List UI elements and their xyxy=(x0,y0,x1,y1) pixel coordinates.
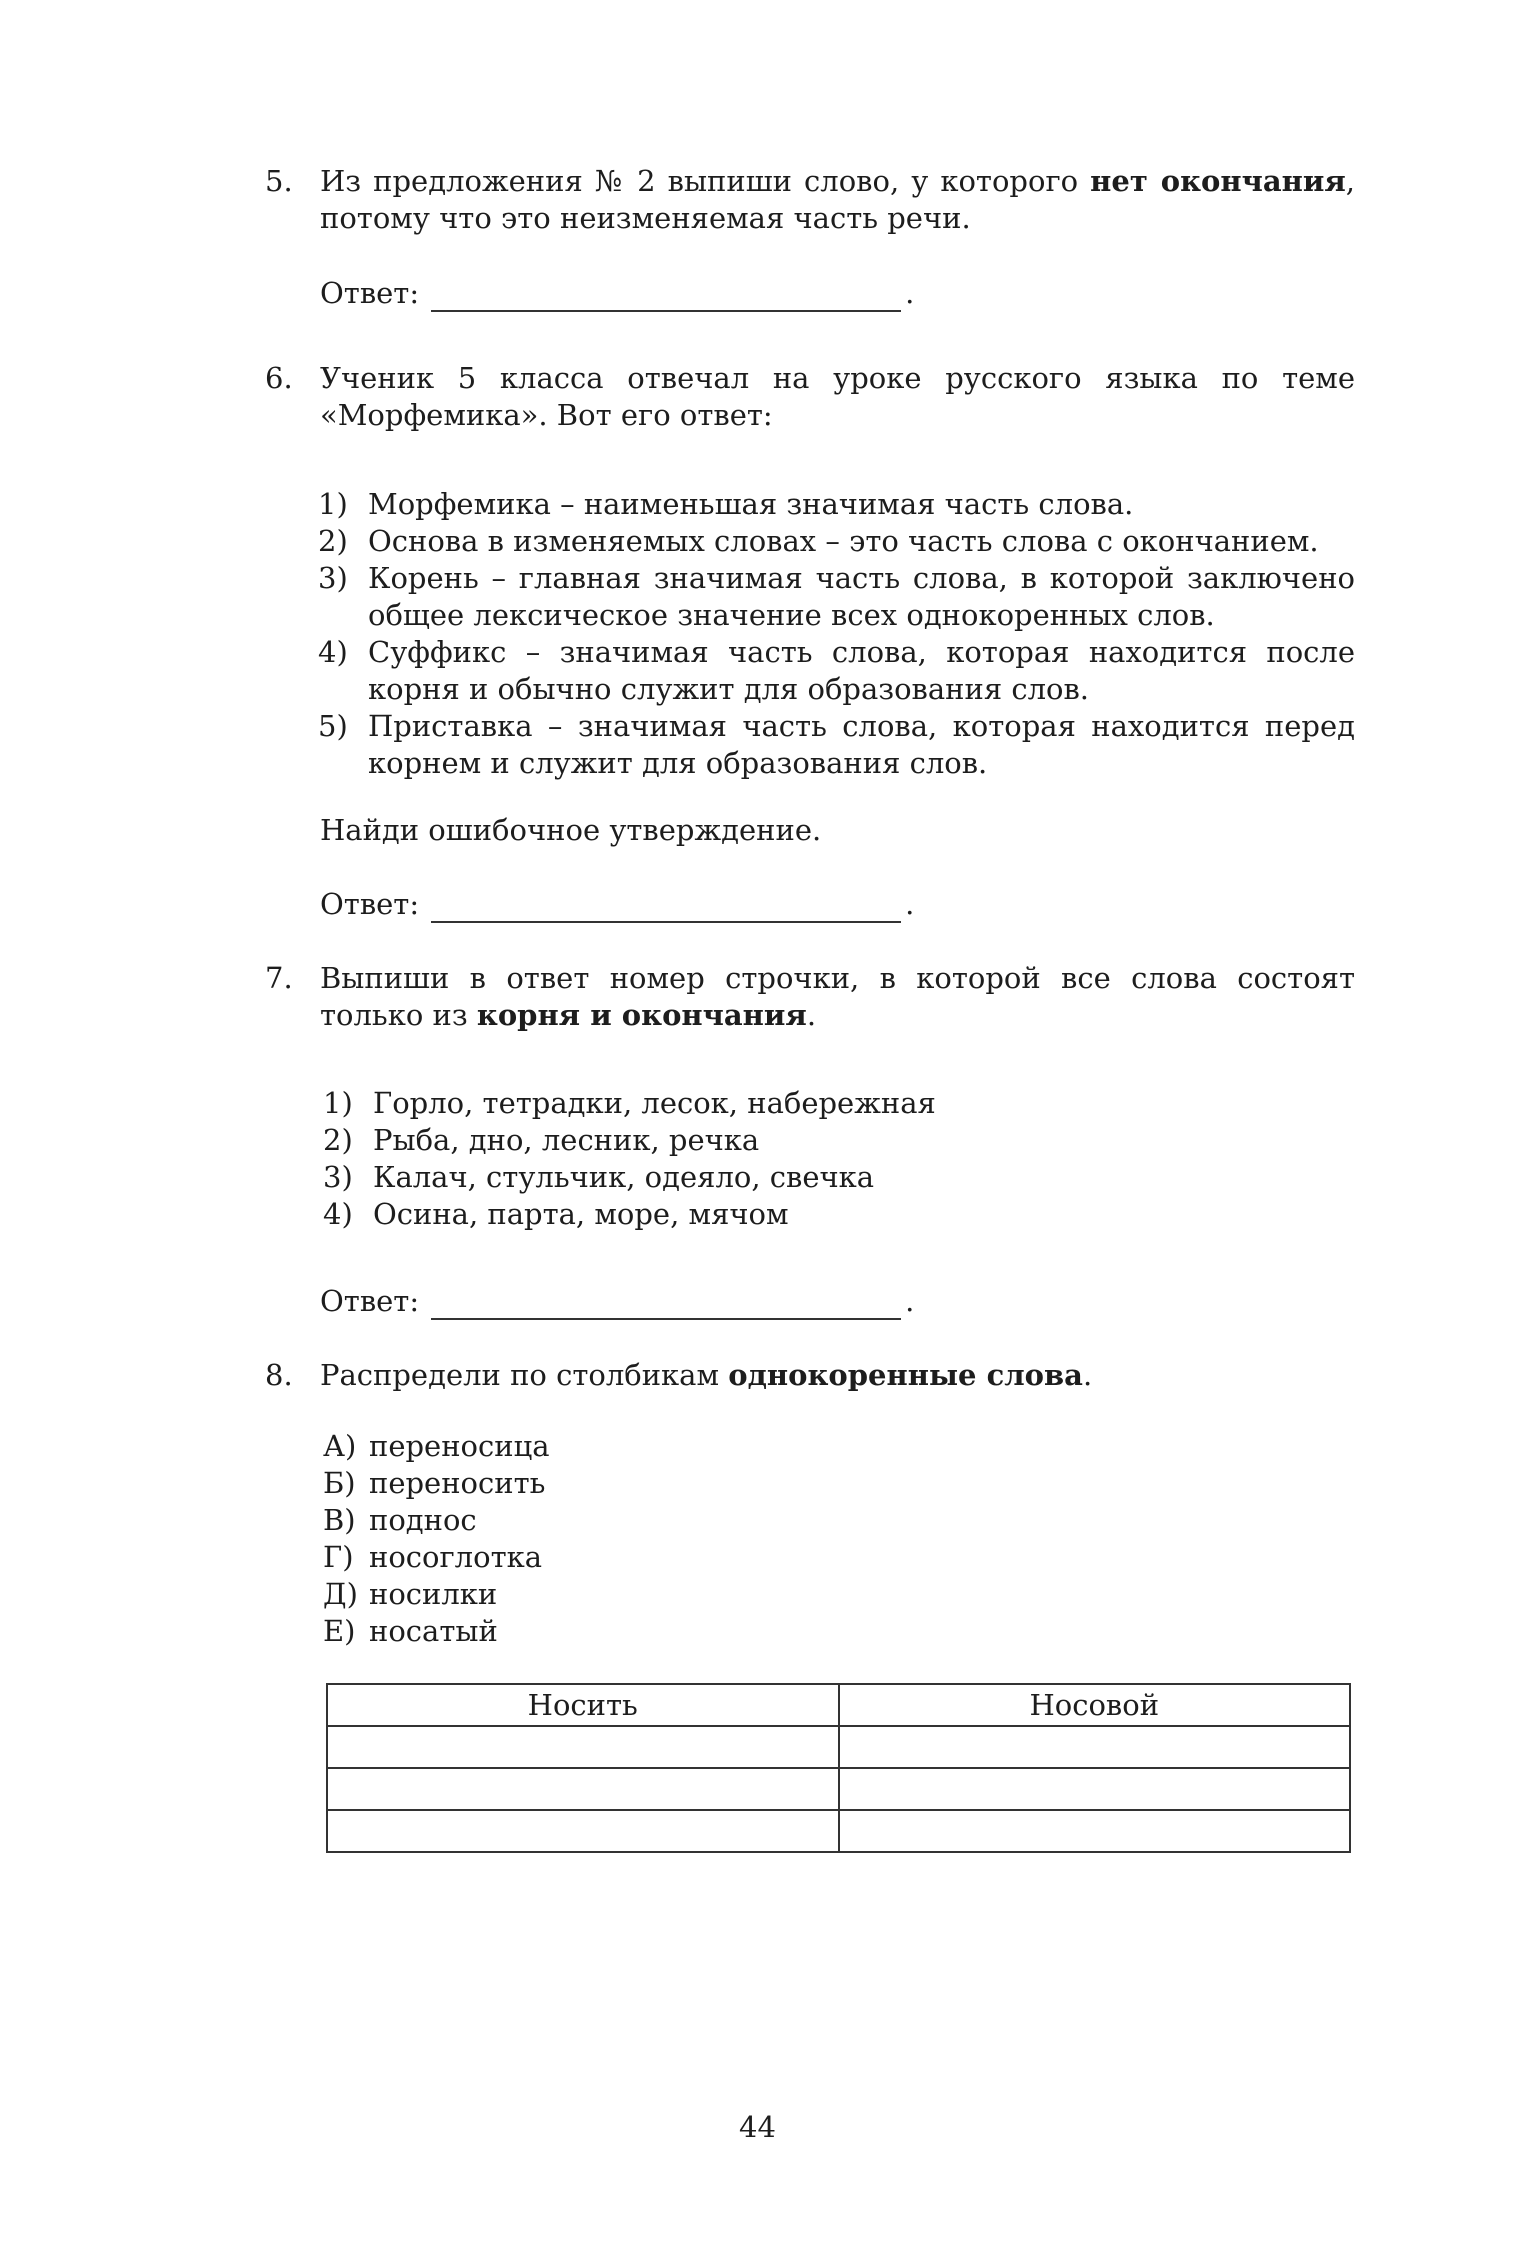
task-6-instruction: Найди ошибочное утверждение. xyxy=(320,813,822,847)
column-header-nosovoy: Носовой xyxy=(839,1684,1351,1726)
task-6 xyxy=(265,360,1355,434)
table-cell[interactable] xyxy=(327,1810,839,1852)
task-5 xyxy=(265,163,1355,237)
list-item: А) переносица xyxy=(323,1429,550,1463)
answer-line-7 xyxy=(320,1283,914,1320)
column-header-nosit: Носить xyxy=(327,1684,839,1726)
list-item: Д) носилки xyxy=(323,1577,498,1611)
list-item: 2) Рыба, дно, лесник, речка xyxy=(323,1123,760,1157)
table-header-row xyxy=(327,1684,1350,1726)
list-item: В) поднос xyxy=(323,1503,477,1537)
answer-label: Ответ: xyxy=(320,887,420,921)
table-cell[interactable] xyxy=(839,1810,1351,1852)
task-8 xyxy=(265,1357,1355,1394)
answer-line-6 xyxy=(320,886,914,923)
table-cell[interactable] xyxy=(839,1768,1351,1810)
list-item: 3) Калач, стульчик, одеяло, свечка xyxy=(323,1160,875,1194)
task-text: Ученик 5 класса отвечал на уроке русского языка по теме «Морфемика». Вот его ответ: xyxy=(320,361,1355,432)
answer-label: Ответ: xyxy=(320,1284,420,1318)
sorting-table xyxy=(326,1683,1351,1853)
answer-blank[interactable] xyxy=(431,1290,901,1320)
table-cell[interactable] xyxy=(327,1726,839,1768)
bold-phrase: корня и окончания xyxy=(476,998,807,1032)
list-item: Г) носоглотка xyxy=(323,1540,543,1574)
list-item: 3) Корень – главная значимая часть слова, в которой заключено общее лексическое значение всех однокоренных слов. xyxy=(318,561,1355,632)
task-number: 7. xyxy=(265,961,293,995)
answer-dot: . xyxy=(905,1284,915,1318)
answer-dot: . xyxy=(905,887,915,921)
task-number: 6. xyxy=(265,361,293,395)
task-text: Распредели по столбикам однокоренные слова. xyxy=(320,1358,1093,1392)
statement-list xyxy=(318,486,1355,782)
answer-label: Ответ: xyxy=(320,276,420,310)
list-item: Е) носатый xyxy=(323,1614,498,1648)
task-text: Из предложения № 2 выпиши слово, у которого нет окончания, потому что это неизменяемая часть речи. xyxy=(320,164,1355,235)
bold-phrase: нет окончания xyxy=(1090,164,1346,198)
words-list xyxy=(323,1428,923,1650)
answer-blank[interactable] xyxy=(431,282,901,312)
task-7 xyxy=(265,960,1355,1034)
table-row xyxy=(327,1768,1350,1810)
task-number: 8. xyxy=(265,1358,293,1392)
answer-dot: . xyxy=(905,276,915,310)
task-text: Выпиши в ответ номер строчки, в которой все слова состоят только из корня и окончания. xyxy=(320,961,1355,1032)
table-cell[interactable] xyxy=(839,1726,1351,1768)
answer-line-5 xyxy=(320,275,914,312)
table-row xyxy=(327,1810,1350,1852)
list-item: 2) Основа в изменяемых словах – это часть слова с окончанием. xyxy=(318,524,1319,558)
word-rows-list xyxy=(323,1085,1223,1233)
list-item: 1) Горло, тетрадки, лесок, набережная xyxy=(323,1086,936,1120)
list-item: 5) Приставка – значимая часть слова, которая находится перед корнем и служит для образования слов. xyxy=(318,709,1355,780)
bold-phrase: однокоренные слова xyxy=(728,1358,1083,1392)
list-item: 1) Морфемика – наименьшая значимая часть слова. xyxy=(318,487,1134,521)
list-item: Б) переносить xyxy=(323,1466,546,1500)
table-row xyxy=(327,1726,1350,1768)
list-item: 4) Суффикс – значимая часть слова, которая находится после корня и обычно служит для образования слов. xyxy=(318,635,1355,706)
list-item: 4) Осина, парта, море, мячом xyxy=(323,1197,789,1231)
task-number: 5. xyxy=(265,164,293,198)
page-number: 44 xyxy=(739,2110,776,2144)
answer-blank[interactable] xyxy=(431,893,901,923)
table-cell[interactable] xyxy=(327,1768,839,1810)
